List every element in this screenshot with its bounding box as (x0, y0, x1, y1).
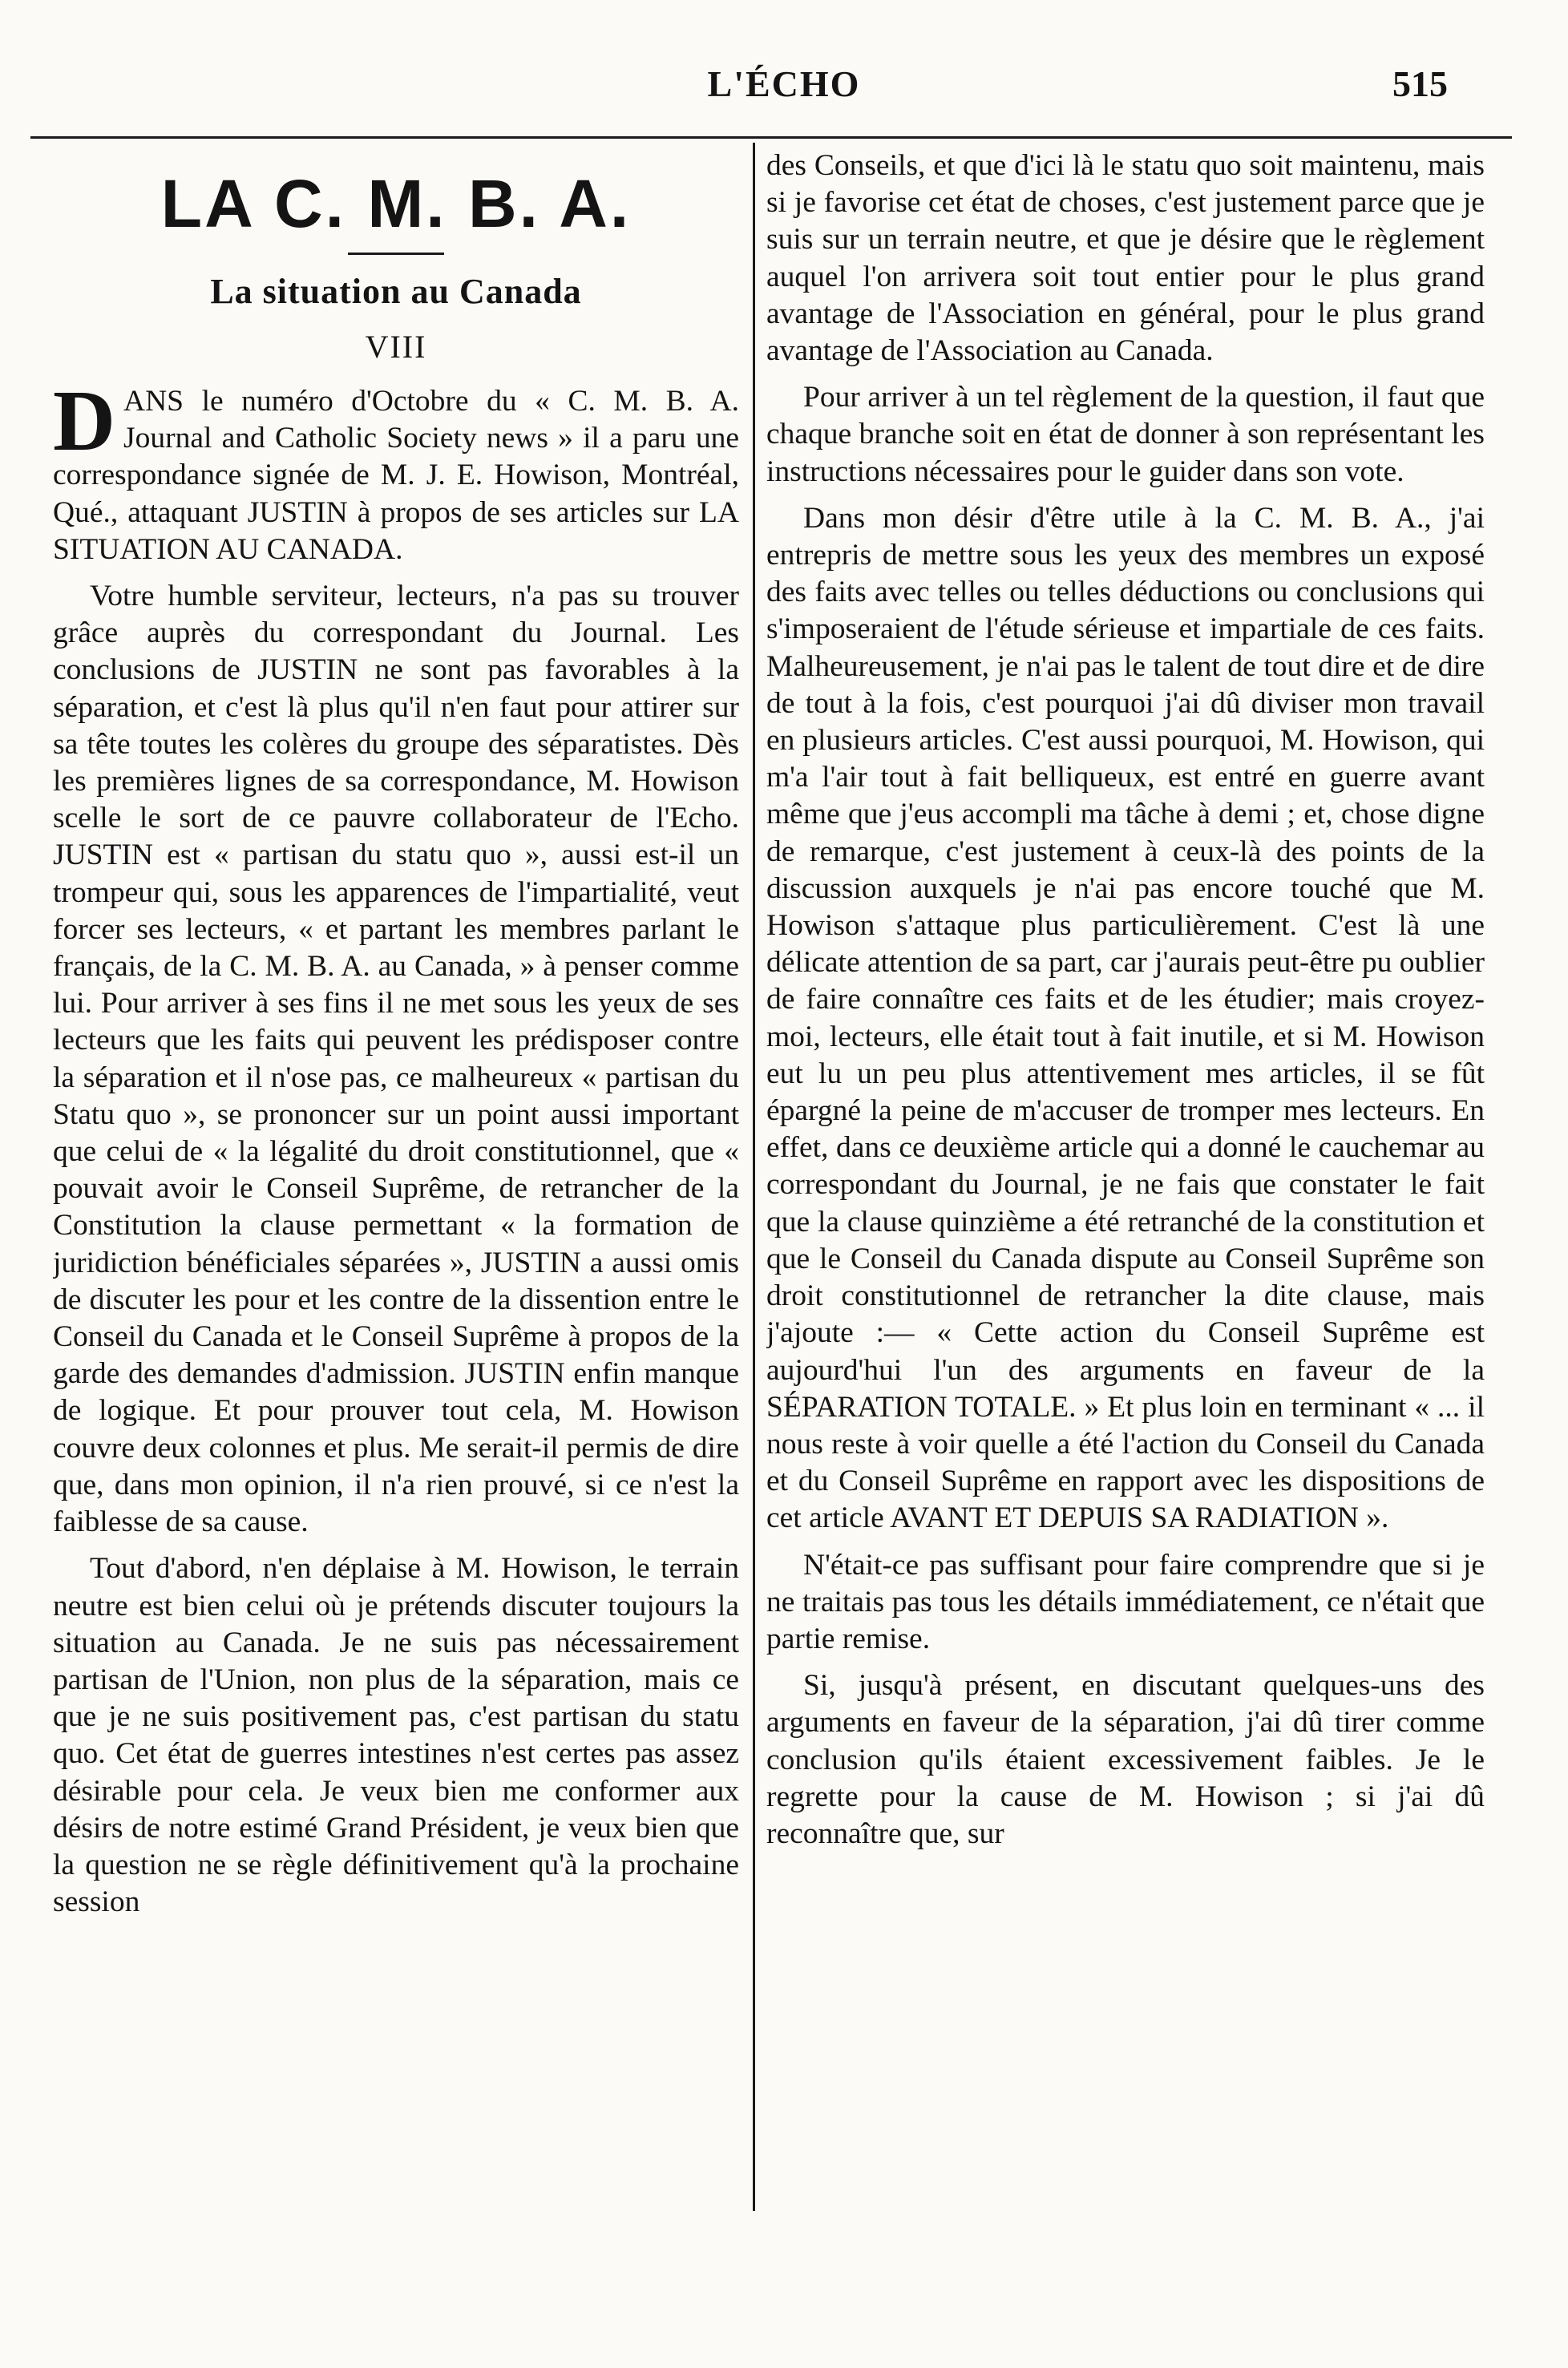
header-rule (30, 136, 1512, 139)
article-subtitle: La situation au Canada (210, 272, 582, 311)
article-title: LA C. M. B. A. (160, 166, 632, 241)
left-column (53, 147, 739, 2224)
paragraph-text: ANS le numéro d'Octobre du « C. M. B. A. Journal and Catholic Society news » il a paru une correspondance signée de M. J. E. Howison, Montréal, Qué., attaquant JUSTIN à propos de ses articles sur LA SITUATION AU CANADA. (53, 385, 739, 566)
drop-cap: D (53, 374, 115, 469)
column-divider (753, 143, 755, 2211)
running-head (32, 63, 1536, 111)
page-number: 515 (1392, 63, 1448, 104)
paragraph: des Conseils, et que d'ici là le statu quo soit maintenu, mais si je favorise cet état de choses, c'est justement parce que je suis sur un terrain neutre, et que je désire que le règlement auquel l'on arrivera soit tout entier pour le plus grand avantage de l'Association en général, pour le plus grand avantage de l'Association au Canada. (766, 149, 1485, 368)
paragraph: N'était-ce pas suffisant pour faire comprendre que si je ne traitais pas tous les détails immédiatement, ce n'était que partie remise. (766, 1548, 1485, 1655)
paragraph: Pour arriver à un tel règlement de la question, il faut que chaque branche soit en état de donner à son représentant les instructions nécessaires pour le guider dans son vote. (766, 381, 1485, 488)
paragraph: Dans mon désir d'être utile à la C. M. B. A., j'ai entrepris de mettre sous les yeux des membres un exposé des faits avec telles ou telles déductions ou conclusions qui s'imposeraient de l'étude sérieuse et impartiale de ces faits. Malheureusement, je n'ai pas le talent de tout dire et de dire de tout à la fois, c'est pourquoi j'ai dû diviser mon travail en plusieurs articles. C'est aussi pourquoi, M. Howison, qui m'a l'air tout à fait belliqueux, est entré en guerre avant même que j'eus accompli ma tâche à demi ; et, chose digne de remarque, c'est justement à ceux-là des points de la discussion auxquels je n'ai pas encore touché que M. Howison s'attaque plus particulièrement. C'est là une délicate attention de sa part, car j'aurais peut-être pu oublier de faire connaître ces faits et de les étudier; mais croyez-moi, lecteurs, elle était tout à fait inutile, et si M. Howison eut lu un peu plus attentivement mes articles, il se fût épargné la peine de m'accuser de tromper mes lecteurs. En effet, dans ce deuxième article qui a donné le cauchemar au correspondant du Journal, je ne fais que constater le fait que la clause quinzième a été retranché de la constitution et que le Conseil du Canada dispute au Conseil Suprême son droit constitutionnel de retrancher la dite clause, mais j'ajoute :— « Cette action du Conseil Suprême est aujourd'hui l'un des arguments en faveur de la SÉPARATION TOTALE. » Et plus loin en terminant « ... il nous reste à voir quelle a été l'action du Conseil du Canada et du Conseil Suprême en rapport avec les dispositions de cet article AVANT ET DEPUIS SA RADIATION ». (766, 501, 1485, 1535)
paragraph (53, 374, 739, 568)
running-title: L'ÉCHO (707, 63, 861, 104)
title-rule (348, 253, 444, 255)
right-column (766, 147, 1485, 2224)
paragraph: Si, jusqu'à présent, en discutant quelques-uns des arguments en faveur de la séparation, j'ai dû tirer comme conclusion qu'ils étaient excessivement faibles. Je le regrette pour la cause de M. Howison ; si j'ai dû reconnaître que, sur (766, 1669, 1485, 1850)
paragraph: Votre humble serviteur, lecteurs, n'a pas su trouver grâce auprès du correspondant du Journal. Les conclusions de JUSTIN ne sont pas favorables à la séparation, et c'est là plus qu'il n'en faut pour attirer sur sa tête toutes les colères du groupe des séparatistes. Dès les premières lignes de sa correspondance, M. Howison scelle le sort de ce pauvre collaborateur de l'Echo. JUSTIN est « partisan du statu quo », aussi est-il un trompeur qui, sous les apparences de l'impartialité, veut forcer ses lecteurs, « et partant les membres parlant le français, de la C. M. B. A. au Canada, » à penser comme lui. Pour arriver à ses fins il ne met sous les yeux de ses lecteurs que les faits qui peuvent les prédisposer contre la séparation et il n'ose pas, ce malheureux « partisan du Statu quo », se prononcer sur un point aussi important que celui de « la légalité du droit constitutionnel, que « pouvait avoir le Conseil Suprême, de retrancher de la Constitution la clause permettant « la formation de juridiction bénéficiales séparées », JUSTIN a aussi omis de discuter les pour et les contre de la dissention entre le Conseil du Canada et le Conseil Suprême à propos de la garde des demandes d'admission. JUSTIN enfin manque de logique. Et pour prouver tout cela, M. Howison couvre deux colonnes et plus. Me serait-il permis de dire que, dans mon opinion, il n'a rien prouvé, si ce n'est la faiblesse de sa cause. (53, 580, 739, 1539)
article-section-number: VIII (365, 329, 427, 365)
paragraph: Tout d'abord, n'en déplaise à M. Howison, le terrain neutre est bien celui où je prétends discuter toujours la situation au Canada. Je ne suis pas nécessairement partisan de l'Union, non plus de la séparation, mais ce que je ne suis positivement pas, c'est partisan du statu quo. Cet état de guerres intestines n'est certes pas assez désirable pour cela. Je veux bien me conformer aux désirs de notre estimé Grand Président, je veux bien que la question ne se règle définitivement qu'à la prochaine session (53, 1552, 739, 1919)
